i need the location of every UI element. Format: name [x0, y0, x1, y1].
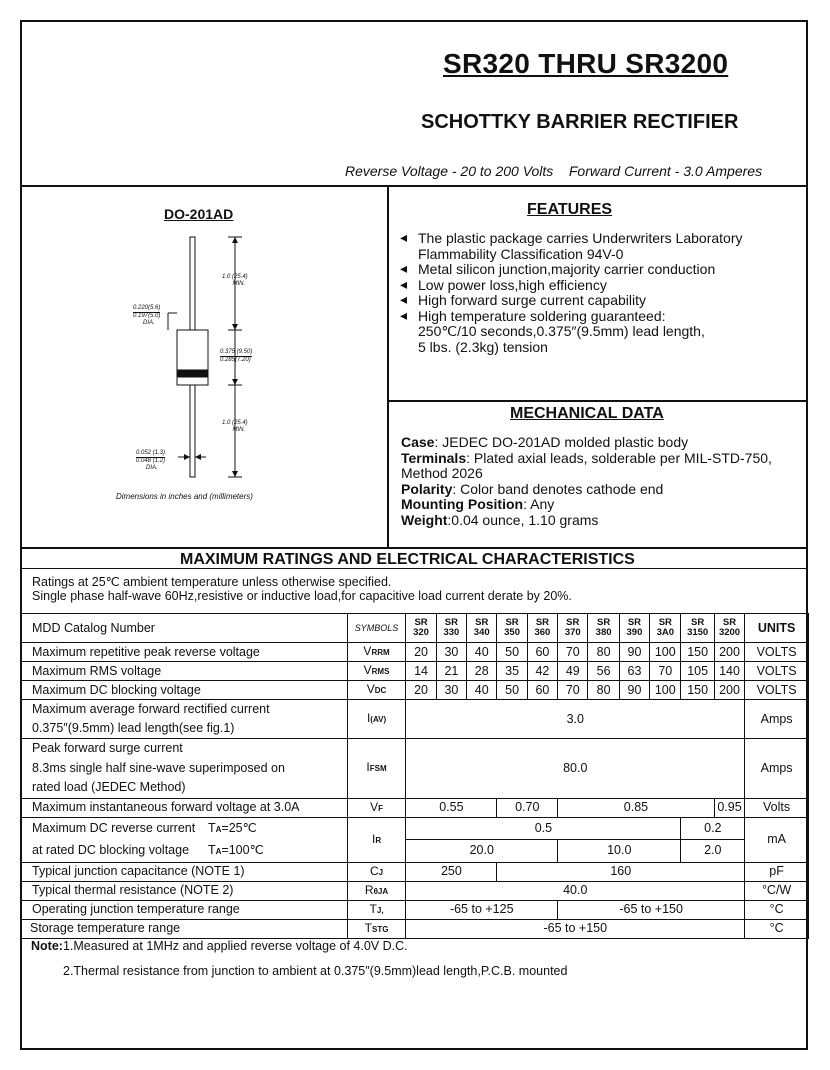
- condition-line: Ratings at 25℃ ambient temperature unless otherwise specified.: [32, 575, 392, 589]
- units-cell: Volts: [745, 798, 809, 817]
- param-line: 0.375″(9.5mm) lead length(see fig.1): [32, 721, 235, 735]
- part-number-header: [467, 614, 497, 643]
- param-line: [32, 840, 345, 862]
- mechanical-line: [401, 497, 806, 513]
- mechanical-value: Method 2026: [401, 465, 483, 481]
- value-cell: 40.0: [406, 881, 745, 900]
- symbol-subscript: FSM: [369, 764, 387, 774]
- value-cell: 100: [650, 643, 681, 662]
- param-cell: Typical junction capacitance (NOTE 1): [22, 862, 348, 881]
- value-cell: -65 to +150: [558, 900, 745, 919]
- part-suffix: 340: [473, 627, 490, 638]
- value-cell: 105: [681, 662, 714, 681]
- divider-header: [20, 185, 808, 187]
- part-number-header: [588, 614, 619, 643]
- mechanical-label: Terminals: [401, 449, 467, 466]
- mechanical-line: [401, 435, 806, 451]
- mechanical-label: Polarity: [401, 480, 453, 497]
- param-cell: Typical thermal resistance (NOTE 2): [22, 881, 348, 900]
- value-cell: 60: [527, 681, 557, 700]
- symbol: T: [364, 920, 372, 935]
- param-line: 8.3ms single half sine-wave superimposed on: [32, 760, 285, 775]
- param-cell: Operating junction temperature range: [22, 900, 348, 919]
- part-prefix: SR: [658, 617, 672, 628]
- value-cell: -65 to +125: [406, 900, 558, 919]
- symbol-cell: [347, 862, 406, 881]
- value-cell: 50: [497, 643, 527, 662]
- units-cell: °C: [745, 919, 809, 938]
- units-cell: °C/W: [745, 881, 809, 900]
- value-cell: 30: [436, 643, 466, 662]
- value-cell: 20.0: [406, 840, 558, 863]
- condition-subscript: A: [215, 846, 222, 856]
- value-cell: 0.2: [681, 817, 745, 840]
- part-prefix: SR: [414, 617, 428, 628]
- mechanical-label: Mounting Position: [401, 496, 524, 512]
- param-line: rated load (JEDEC Method): [32, 780, 186, 794]
- symbol-subscript: θJA: [373, 886, 389, 896]
- table-header-row: [22, 614, 809, 643]
- param-text: Maximum DC reverse current: [32, 820, 196, 835]
- value-cell: 40: [467, 643, 497, 662]
- symbol: V: [363, 663, 372, 677]
- mechanical-label: Case: [401, 434, 435, 450]
- dim-value: 0.285(7.20): [220, 357, 251, 363]
- note-text: 1.Measured at 1MHz and applied reverse voltage of 4.0V D.C.: [62, 939, 408, 953]
- value-cell: 70: [650, 662, 681, 681]
- symbol: V: [370, 799, 379, 814]
- symbol: T: [369, 901, 377, 916]
- mechanical-value: : Plated axial leads, solderable per MIL-STD-750,: [466, 449, 772, 466]
- part-number-header: [650, 614, 681, 643]
- units-cell: Amps: [745, 739, 809, 799]
- dimensions-caption: Dimensions in inches and (millimeters): [116, 492, 253, 501]
- dim-value: DIA.: [143, 320, 155, 326]
- note-2: 2.Thermal resistance from junction to ambient at 0.375″(9.5mm)lead length,P.C.B. mounted: [63, 964, 568, 978]
- header-catalog: MDD Catalog Number: [22, 614, 348, 643]
- value-cell: 200: [714, 681, 744, 700]
- mechanical-label: Weight: [401, 511, 448, 528]
- symbol-subscript: STG: [371, 924, 389, 934]
- dim-lead-length-top: [222, 274, 248, 288]
- part-number-header: [681, 614, 714, 643]
- table-row: [22, 817, 809, 840]
- package-name: DO-201AD: [164, 206, 234, 222]
- units-cell: pF: [745, 862, 809, 881]
- feature-item: ◂ The plastic package carries Underwriters Laboratory: [400, 231, 800, 247]
- value-cell: 60: [527, 643, 557, 662]
- part-prefix: SR: [597, 617, 611, 628]
- dim-value: 1.0 (25.4): [222, 274, 248, 280]
- table-row: [22, 881, 809, 900]
- units-cell: Amps: [745, 700, 809, 739]
- dim-body-length: [220, 349, 252, 364]
- value-cell: 56: [588, 662, 619, 681]
- value-cell: 80.0: [406, 739, 745, 799]
- symbol: V: [363, 644, 372, 658]
- value-cell: 0.5: [406, 817, 681, 840]
- value-cell: 90: [619, 681, 649, 700]
- part-number-header: [714, 614, 744, 643]
- dim-lead-length-bottom: [222, 420, 248, 434]
- symbol-cell: [347, 919, 406, 938]
- symbol-cell: [347, 662, 406, 681]
- symbol-subscript: F: [378, 803, 383, 813]
- units-cell: VOLTS: [745, 662, 809, 681]
- part-prefix: SR: [444, 617, 458, 628]
- value-cell: 160: [497, 862, 745, 881]
- units-cell: mA: [745, 817, 809, 862]
- value-cell: 100: [650, 681, 681, 700]
- value-cell: 49: [558, 662, 588, 681]
- symbol-subscript: J: [378, 867, 384, 877]
- param-line: [32, 818, 345, 840]
- value-cell: 90: [619, 643, 649, 662]
- value-cell: 20: [406, 643, 436, 662]
- part-number-header: [619, 614, 649, 643]
- symbol: I: [366, 711, 371, 725]
- condition-line: Single phase half-wave 60Hz,resistive or inductive load,for capacitive load current derate by 20%.: [32, 589, 572, 603]
- symbol-cell: [347, 643, 406, 662]
- symbol-subscript: DC: [374, 686, 387, 695]
- dim-value: MIN.: [232, 281, 246, 287]
- symbol-cell: [347, 681, 406, 700]
- condition: T: [208, 820, 216, 835]
- table-row: [22, 662, 809, 681]
- symbol-cell: [347, 900, 406, 919]
- table-row: [22, 798, 809, 817]
- part-prefix: SR: [691, 617, 705, 628]
- dim-lead-diameter: [136, 450, 165, 472]
- part-prefix: SR: [535, 617, 550, 628]
- value-cell: 0.95: [714, 798, 744, 817]
- value-cell: 250: [406, 862, 497, 881]
- param-cell: [22, 700, 348, 739]
- param-cell: Maximum repetitive peak reverse voltage: [22, 643, 348, 662]
- dim-value: 0.052 (1.3): [136, 450, 166, 456]
- value-cell: 200: [714, 643, 744, 662]
- param-cell: Maximum instantaneous forward voltage at 3.0A: [22, 798, 348, 817]
- value-cell: 2.0: [681, 840, 745, 863]
- part-prefix: SR: [475, 617, 489, 628]
- value-cell: 70: [558, 643, 588, 662]
- value-cell: 14: [406, 662, 436, 681]
- value-cell: 30: [436, 681, 466, 700]
- part-prefix: SR: [505, 617, 519, 628]
- symbol: R: [364, 882, 374, 897]
- symbol: V: [366, 682, 375, 696]
- dim-body-diameter: [133, 305, 160, 327]
- symbol-cell: [347, 798, 406, 817]
- feature-item-continued: Flammability Classification 94V-0: [418, 245, 624, 262]
- param-cell: Maximum DC blocking voltage: [22, 681, 348, 700]
- symbol-subscript: RRM: [371, 648, 390, 657]
- part-number-header: [527, 614, 557, 643]
- symbol-cell: [347, 700, 406, 739]
- condition-subscript: A: [215, 824, 222, 834]
- divider-vertical: [387, 185, 389, 547]
- note-1: [31, 939, 408, 953]
- mechanical-line: [401, 466, 806, 482]
- value-cell: 10.0: [558, 840, 681, 863]
- spec-summary: Reverse Voltage - 20 to 200 Volts Forward Current - 3.0 Amperes: [345, 163, 763, 179]
- mechanical-value: : Color band denotes cathode end: [452, 480, 664, 497]
- table-row: [22, 700, 809, 739]
- param-cell: Storage temperature range: [22, 919, 348, 938]
- dim-value: 0.220(5.6): [133, 305, 161, 311]
- part-suffix: 3150: [687, 627, 709, 638]
- units-cell: VOLTS: [745, 681, 809, 700]
- value-cell: 42: [527, 662, 557, 681]
- mechanical-value: :0.04 ounce, 1.10 grams: [447, 511, 599, 528]
- param-line: Maximum average forward rectified current: [32, 702, 270, 716]
- part-number-header: [406, 614, 436, 643]
- value-cell: 150: [681, 643, 714, 662]
- part-number-header: [558, 614, 588, 643]
- mechanical-data: [401, 435, 806, 528]
- value-cell: 140: [714, 662, 744, 681]
- symbol-cell: [347, 817, 406, 862]
- mechanical-line: [401, 482, 806, 498]
- feature-item: ◂ Low power loss,high efficiency: [400, 278, 800, 294]
- symbol-cell: [347, 739, 406, 799]
- features-heading: FEATURES: [527, 201, 613, 218]
- ratings-conditions: [32, 575, 572, 603]
- part-number-header: [436, 614, 466, 643]
- part-suffix: 320: [413, 627, 429, 638]
- table-row: [22, 919, 809, 938]
- table-row: [22, 739, 809, 799]
- part-suffix: 330: [443, 627, 460, 638]
- feature-item: ◂ High forward surge current capability: [400, 293, 800, 309]
- units-cell: °C: [745, 900, 809, 919]
- feature-item: ◂ High temperature soldering guaranteed:: [400, 309, 800, 325]
- part-suffix: 380: [595, 627, 612, 638]
- param-line: Peak forward surge current: [32, 741, 183, 755]
- mechanical-value: : JEDEC DO-201AD molded plastic body: [434, 434, 689, 450]
- value-cell: 0.70: [497, 798, 558, 817]
- symbol: C: [369, 863, 379, 878]
- value-cell: 28: [467, 662, 497, 681]
- table-row: [22, 643, 809, 662]
- param-cell: Maximum RMS voltage: [22, 662, 348, 681]
- dim-value: 0.197(5.0): [133, 313, 161, 319]
- table-row: [22, 900, 809, 919]
- value-cell: 70: [558, 681, 588, 700]
- feature-item-continued: 250℃/10 seconds,0.375″(9.5mm) lead length,: [418, 323, 705, 339]
- value-cell: 35: [497, 662, 527, 681]
- value-cell: 80: [588, 643, 619, 662]
- mechanical-heading: MECHANICAL DATA: [510, 405, 664, 422]
- value-cell: 80: [588, 681, 619, 700]
- symbol: I: [371, 831, 376, 846]
- table-row: [22, 862, 809, 881]
- page-title: SR320 THRU SR3200: [443, 48, 729, 79]
- condition-value: =100℃: [221, 842, 264, 857]
- divider-ratings: [20, 547, 808, 549]
- value-cell: -65 to +150: [406, 919, 745, 938]
- value-cell: 21: [436, 662, 466, 681]
- symbol-subscript: RMS: [371, 667, 390, 676]
- mechanical-line: [401, 513, 806, 529]
- part-prefix: SR: [566, 617, 580, 628]
- param-text: at rated DC blocking voltage: [32, 842, 190, 857]
- header-units: UNITS: [745, 614, 809, 643]
- features-list: [400, 231, 800, 355]
- param-cell: [22, 739, 348, 799]
- page-subtitle: SCHOTTKY BARRIER RECTIFIER: [421, 111, 739, 133]
- part-suffix: 390: [626, 627, 643, 638]
- part-suffix: 3A0: [656, 627, 675, 638]
- value-cell: 50: [497, 681, 527, 700]
- symbol-cell: [347, 881, 406, 900]
- condition-value: =25℃: [221, 820, 257, 835]
- dim-value: MIN.: [232, 427, 246, 433]
- condition: T: [208, 842, 216, 857]
- header-symbols: SYMBOLS: [347, 614, 406, 643]
- dim-value: DIA.: [146, 465, 158, 471]
- part-prefix: SR: [627, 617, 642, 628]
- ratings-heading: MAXIMUM RATINGS AND ELECTRICAL CHARACTERISTICS: [180, 551, 635, 568]
- units-cell: VOLTS: [745, 643, 809, 662]
- value-cell: 3.0: [406, 700, 745, 739]
- note-label: Note:: [31, 939, 63, 953]
- divider-features: [387, 400, 808, 402]
- symbol-subscript: J,: [376, 905, 384, 915]
- value-cell: 40: [467, 681, 497, 700]
- mechanical-line: [401, 451, 806, 467]
- feature-item-continued: 5 lbs. (2.3kg) tension: [418, 338, 548, 355]
- dim-value: 1.0 (25.4): [222, 420, 248, 426]
- dim-value: 0.375 (9.50): [220, 349, 253, 355]
- param-cell: [22, 817, 348, 862]
- value-cell: 0.85: [558, 798, 715, 817]
- value-cell: 0.55: [406, 798, 497, 817]
- ratings-table: [21, 613, 809, 939]
- value-cell: 150: [681, 681, 714, 700]
- part-prefix: SR: [722, 617, 737, 628]
- dim-value: 0.048 (1.2): [136, 458, 166, 464]
- symbol: I: [366, 760, 370, 775]
- part-suffix: 360: [534, 627, 551, 638]
- mechanical-value: : Any: [523, 496, 555, 512]
- part-suffix: 3200: [718, 627, 741, 638]
- feature-item: ◂ Metal silicon junction,majority carrier conduction: [400, 262, 800, 278]
- part-number-header: [497, 614, 527, 643]
- symbol-subscript: R: [375, 835, 382, 845]
- part-suffix: 350: [504, 627, 520, 638]
- value-cell: 20: [406, 681, 436, 700]
- value-cell: 63: [619, 662, 649, 681]
- symbol-subscript: (AV): [370, 715, 387, 724]
- part-suffix: 370: [564, 627, 581, 638]
- table-row: [22, 681, 809, 700]
